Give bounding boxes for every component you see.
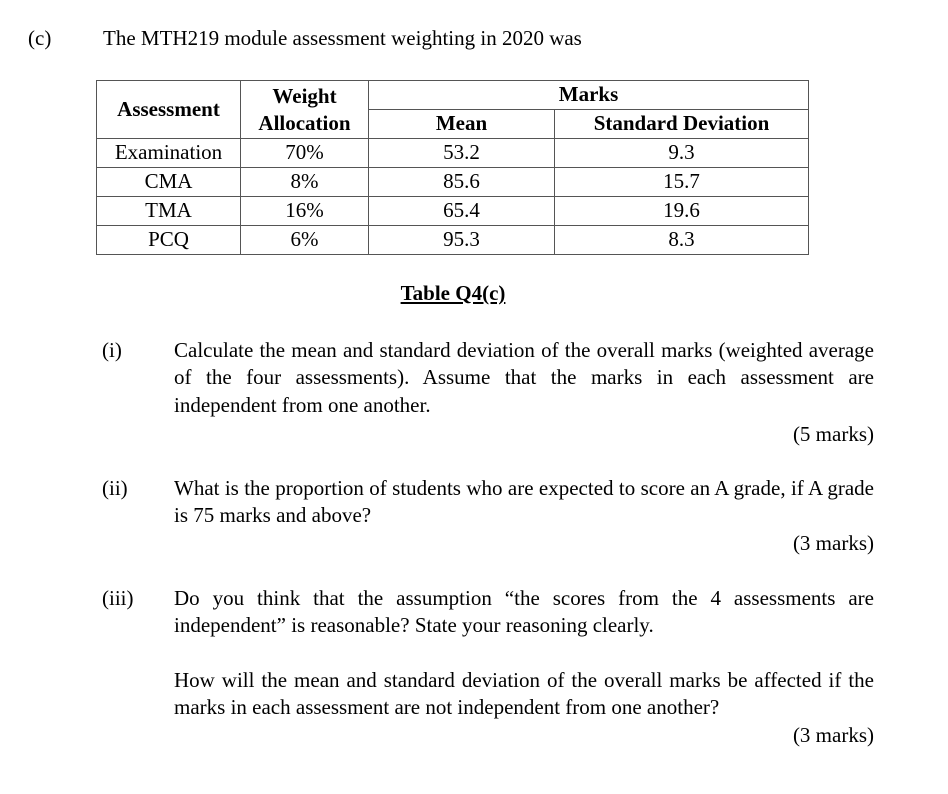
question-3-marks: (3 marks) bbox=[792, 723, 874, 747]
question-1-marks: (5 marks) bbox=[792, 422, 874, 446]
question-2-number: (ii) bbox=[102, 476, 128, 500]
table-row bbox=[97, 168, 809, 197]
row-name: Examination bbox=[97, 139, 241, 168]
row-sd: 8.3 bbox=[555, 226, 809, 255]
question-3-text-2: How will the mean and standard deviation of the overall marks be affected if the marks in each assessment are not independent from one another? bbox=[174, 668, 874, 720]
header-marks: Marks bbox=[369, 81, 809, 110]
assessment-table bbox=[96, 80, 809, 255]
header-weight: Weight Allocation bbox=[241, 81, 369, 139]
header-mean: Mean bbox=[369, 110, 555, 139]
question-2-marks: (3 marks) bbox=[792, 531, 874, 555]
row-name: TMA bbox=[97, 197, 241, 226]
row-sd: 15.7 bbox=[555, 168, 809, 197]
header-sd: Standard Deviation bbox=[555, 110, 809, 139]
question-1-text: Calculate the mean and standard deviation of the overall marks (weighted average of the four assessments). Assume that the marks in each assessment are independent from one another. bbox=[174, 338, 874, 417]
question-3-number: (iii) bbox=[102, 586, 134, 610]
row-sd: 9.3 bbox=[555, 139, 809, 168]
row-name: CMA bbox=[97, 168, 241, 197]
table-row bbox=[97, 139, 809, 168]
question-3-text: Do you think that the assumption “the scores from the 4 assessments are independent” is reasonable? State your reasoning clearly. bbox=[174, 586, 874, 638]
row-weight: 8% bbox=[241, 168, 369, 197]
row-name: PCQ bbox=[97, 226, 241, 255]
table-row bbox=[97, 197, 809, 226]
table-header-row bbox=[97, 81, 809, 110]
question-1-number: (i) bbox=[102, 338, 122, 362]
header-assessment: Assessment bbox=[97, 81, 241, 139]
row-weight: 70% bbox=[241, 139, 369, 168]
row-sd: 19.6 bbox=[555, 197, 809, 226]
row-weight: 6% bbox=[241, 226, 369, 255]
table-row bbox=[97, 226, 809, 255]
row-weight: 16% bbox=[241, 197, 369, 226]
row-mean: 65.4 bbox=[369, 197, 555, 226]
row-mean: 95.3 bbox=[369, 226, 555, 255]
row-mean: 85.6 bbox=[369, 168, 555, 197]
table-caption: Table Q4(c) bbox=[400, 281, 506, 305]
row-mean: 53.2 bbox=[369, 139, 555, 168]
part-label: (c) bbox=[28, 26, 52, 50]
question-2-text: What is the proportion of students who are expected to score an A grade, if A grade is 75 marks and above? bbox=[174, 476, 874, 528]
intro-text: The MTH219 module assessment weighting in 2020 was bbox=[103, 26, 582, 50]
